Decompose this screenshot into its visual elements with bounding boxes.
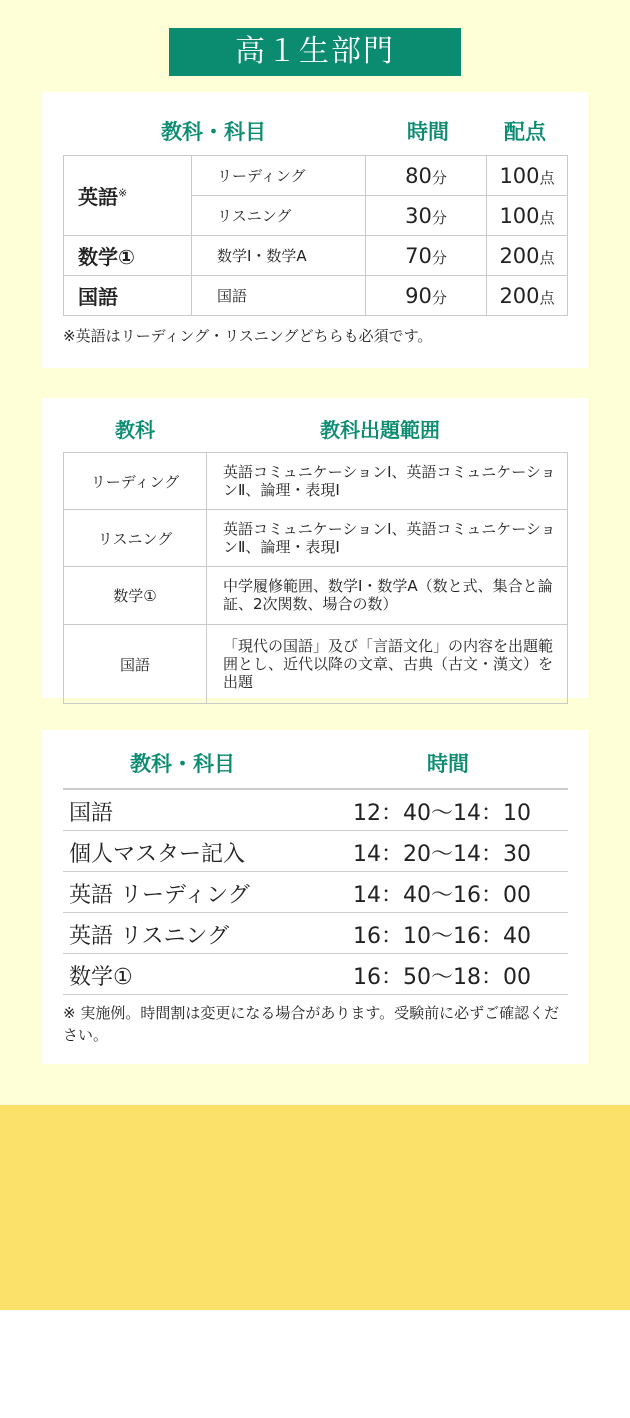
subject-cell: 国語 [64,625,207,704]
section-title: 高１生部門 [169,28,461,76]
subject-label: 英語 [78,185,118,209]
subject-cell: リーディング [64,453,207,510]
table-row [64,510,568,567]
schedule-row [63,913,568,954]
scope-cell: 中学履修範囲、数学Ⅰ・数学A（数と式、集合と論証、2次関数、場合の数） [207,567,568,625]
header-time: 時間 [407,120,449,144]
schedule-subject: 数学① [69,965,133,990]
table-row [64,453,568,510]
schedule-subject: 個人マスター記入 [69,842,246,867]
schedule-time: 14：40〜16：00 [353,883,531,908]
subjects-card [42,92,588,368]
time-cell: 90分 [366,276,487,316]
subjects-table [63,155,568,316]
table-row [64,156,568,196]
subject-cell: リスニング [64,510,207,567]
scope-cell: 英語コミュニケーションⅠ、英語コミュニケーションⅡ、論理・表現Ⅰ [207,510,568,567]
subject-cell: 国語 [64,276,192,316]
score-cell: 100点 [487,156,568,196]
sub-subject-cell: リスニング [192,196,366,236]
table-row [64,236,568,276]
time-cell: 30分 [366,196,487,236]
schedule-subject: 英語 リスニング [69,924,230,949]
header-time: 時間 [427,752,469,776]
header-score: 配点 [504,120,546,144]
scope-cell: 英語コミュニケーションⅠ、英語コミュニケーションⅡ、論理・表現Ⅰ [207,453,568,510]
note-mark: ※ [118,186,128,200]
subjects-note: ※英語はリーディング・リスニングどちらも必須です。 [63,327,433,345]
time-cell: 70分 [366,236,487,276]
header-subject: 教科・科目 [161,120,266,144]
schedule-time: 12：40〜14：10 [353,801,531,826]
schedule-row [63,954,568,995]
header-subject: 教科 [115,418,155,442]
schedule-card [42,730,588,1064]
table-row [64,625,568,704]
schedule-subject: 国語 [69,801,114,826]
sub-subject-cell: リーディング [192,156,366,196]
yellow-band [0,1105,630,1310]
score-cell: 200点 [487,276,568,316]
subject-cell: 数学① [64,236,192,276]
score-cell: 200点 [487,236,568,276]
schedule-row [63,790,568,831]
scope-card [42,398,588,698]
header-scope: 教科出題範囲 [320,418,440,442]
schedule-note: ※ 実施例。時間割は変更になる場合があります。受験前に必ずご確認ください。 [63,1004,560,1044]
bottom-area [0,1310,630,1418]
schedule-row [63,872,568,913]
subject-cell: 数学① [64,567,207,625]
schedule-time: 14：20〜14：30 [353,842,531,867]
sub-subject-cell: 数学I・数学A [192,236,366,276]
subject-cell [64,156,192,236]
score-cell: 100点 [487,196,568,236]
scope-table [63,452,568,704]
time-cell: 80分 [366,156,487,196]
table-row [64,567,568,625]
header-subject: 教科・科目 [130,752,235,776]
schedule-time: 16：50〜18：00 [353,965,531,990]
schedule-row [63,831,568,872]
sub-subject-cell: 国語 [192,276,366,316]
schedule-subject: 英語 リーディング [69,883,250,908]
schedule-time: 16：10〜16：40 [353,924,531,949]
scope-cell: 「現代の国語」及び「言語文化」の内容を出題範囲とし、近代以降の文章、古典（古文・漢文）を出題 [207,625,568,704]
table-row [64,276,568,316]
